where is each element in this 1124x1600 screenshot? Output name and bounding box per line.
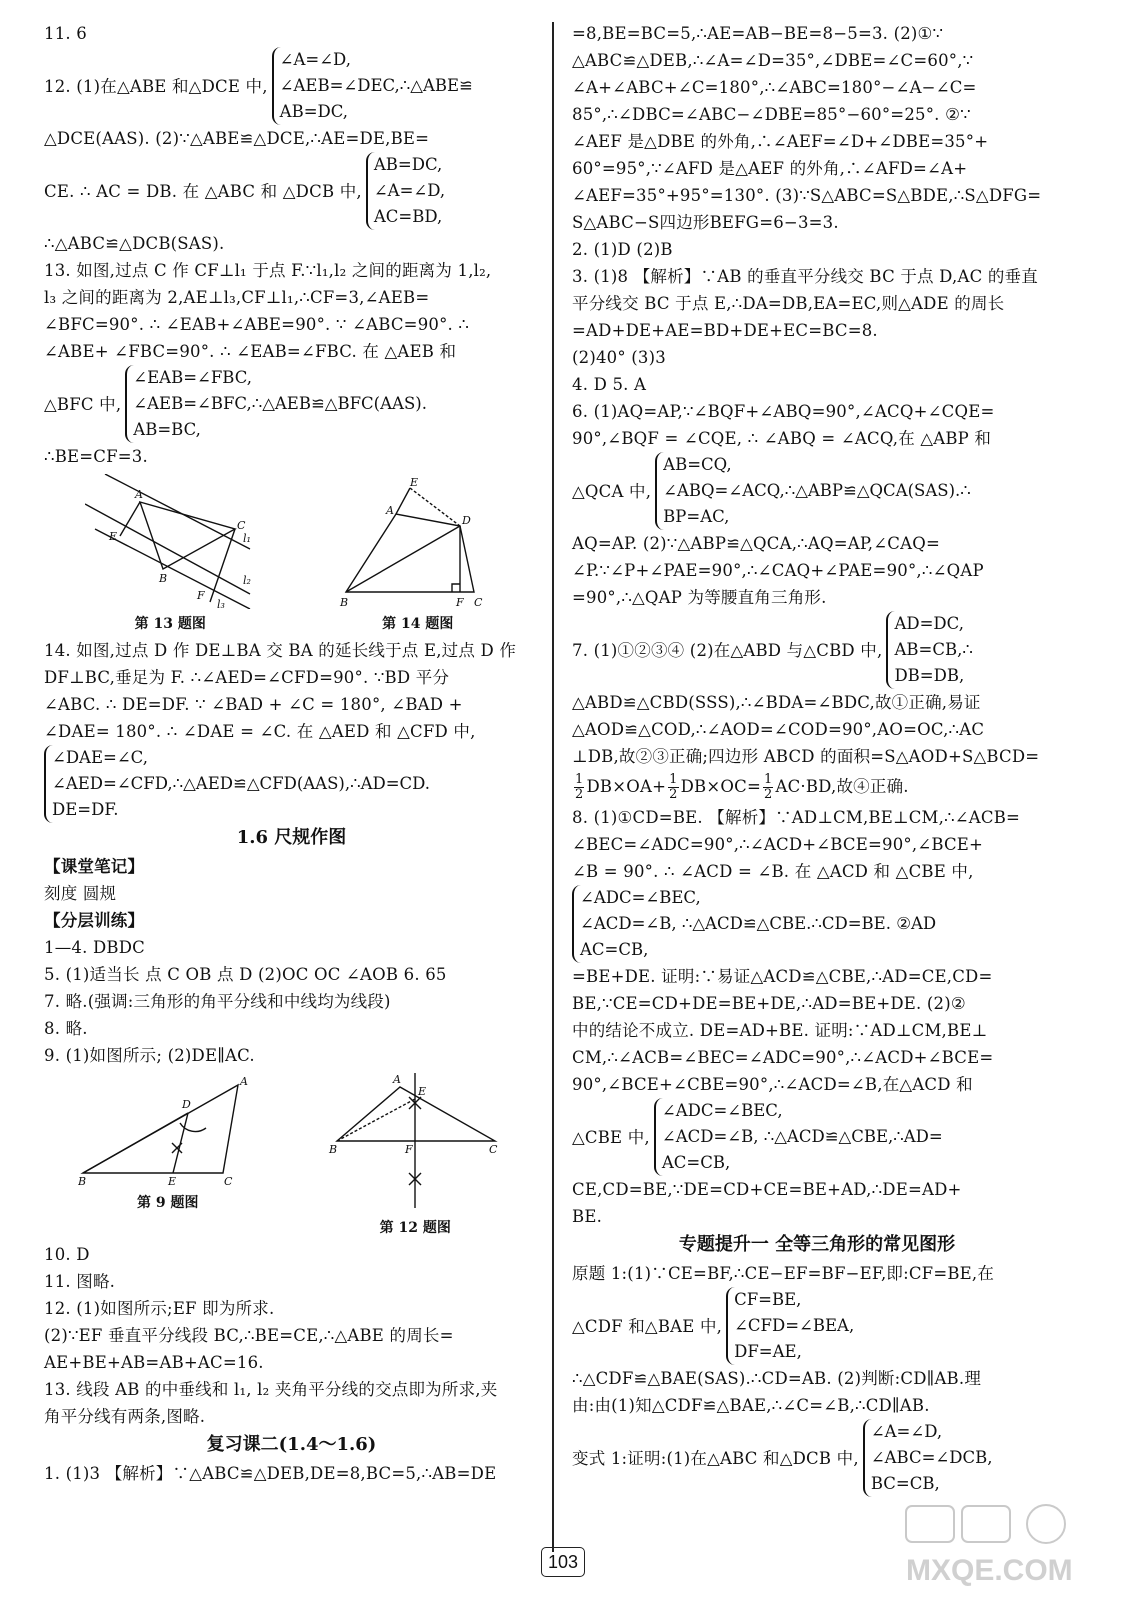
text-line: ∠AEF 是△DBE 的外角,∴∠AEF=∠D+∠DBE=35°+ <box>572 132 989 151</box>
figure-13-diagram <box>85 474 255 609</box>
text-line: 90°,∠BQF = ∠CQE, ∴ ∠ABQ = ∠ACQ,在 △ABP 和 <box>572 429 992 448</box>
text-line: 60°=95°,∵∠AFD 是△AEF 的外角,∴∠AFD=∠A+ <box>572 159 968 178</box>
text-line: =AD+DE+AE=BD+DE+EC=BC=8. <box>572 321 878 340</box>
variant-1-system: 变式 1:证明:(1)在△ABC 和△DCB 中, ∠A=∠D, ∠ABC=∠DCB, BC=CB, <box>572 1419 1062 1497</box>
figure-14 <box>338 474 498 633</box>
text-line: S△ABC−S四边形BEFG=6−3=3. <box>572 213 839 232</box>
text-line: 平分线交 BC 于点 E,∴DA=DB,EA=EC,则△ADE 的周长 <box>572 294 1005 313</box>
answer-6-system: △QCA 中, AB=CQ, ∠ABQ=∠ACQ,∴△ABP≌△QCA(SAS).∴ BP=AC, <box>572 452 1062 530</box>
original-1-system: △CDF 和△BAE 中, CF=BE, ∠CFD=∠BEA, DF=AE, <box>572 1287 1062 1365</box>
heading-class-notes: 【课堂笔记】 <box>44 857 145 876</box>
text-line: 85°,∴∠DBC=∠ABC−∠DBE=85°−60°=25°. ②∵ <box>572 105 971 124</box>
brace-system: ∠EAB=∠FBC, ∠AEB=∠BFC,∴△AEB≌△BFC(AAS). AB=BC, <box>125 365 427 443</box>
text-line: ∠A+∠ABC+∠C=180°,∴∠ABC=180°−∠A−∠C= <box>572 78 977 97</box>
text-line: ∠DAE= 180°. ∴ ∠DAE = ∠C. 在 △AED 和 △CFD 中, <box>44 722 476 741</box>
text-line: 中的结论不成立. DE=AD+BE. 证明:∵AD⊥CM,BE⊥ <box>572 1021 988 1040</box>
text-line: ∴△CDF≌△BAE(SAS).∴CD=AB. (2)判断:CD∥AB.理 <box>572 1369 982 1388</box>
answer-11: 11. 6 <box>44 24 87 43</box>
answer-14-system <box>44 745 539 823</box>
text-line: AE+BE+AB=AB+AC=16. <box>44 1353 264 1372</box>
svg-text:B: B <box>339 596 348 609</box>
text-line: =BE+DE. 证明:∵易证△ACD≌△CBE,∴AD=CE,CD= <box>572 967 993 986</box>
answer-12-part2: CE. ∴ AC = DB. 在 △ABC 和 △DCB 中, AB=DC, ∠A=∠D, AC=BD, <box>44 152 539 230</box>
brace-system: AB=DC, ∠A=∠D, AC=BD, <box>366 152 445 230</box>
brace-system: ∠DAE=∠C, ∠AED=∠CFD,∴△AED≌△CFD(AAS),∴AD=CD. DE=DF. <box>44 745 430 823</box>
answer-13-system: △BFC 中, ∠EAB=∠FBC, ∠AEB=∠BFC,∴△AEB≌△BFC(AAS). AB=BC, <box>44 365 539 443</box>
svg-text:F: F <box>455 596 464 609</box>
section-title-1-6: 1.6 尺规作图 <box>236 827 347 848</box>
fraction-half: $\frac{1}{2}$ <box>763 772 773 802</box>
text-line: BE,∵CE=CD+DE=BE+DE,∴AD=BE+DE. (2)② <box>572 994 966 1013</box>
text-line: ∠P.∵∠P+∠PAE=90°,∴∠CAQ+∠PAE=90°,∴∠QAP <box>572 561 984 580</box>
text-line: (2)∵EF 垂直平分线段 BC,∴BE=CE,∴△ABE 的周长= <box>44 1326 454 1345</box>
svg-text:F: F <box>405 1143 413 1156</box>
figure-14-caption: 第 14 题图 <box>382 616 454 632</box>
text-line: ∠ABE+ ∠FBC=90°. ∴ ∠EAB=∠FBC. 在 △AEB 和 <box>44 342 457 361</box>
text-line: 1. (1)3 【解析】∵△ABC≌△DEB,DE=8,BC=5,∴AB=DE <box>44 1464 497 1483</box>
brace-system: CF=BE, ∠CFD=∠BEA, DF=AE, <box>726 1287 854 1365</box>
svg-text:E: E <box>109 530 118 543</box>
svg-text:B: B <box>159 572 168 585</box>
text-line: ⊥DB,故②③正确;四边形 ABCD 的面积=S△AOD+S△BCD= <box>572 747 1040 766</box>
text-line: 13. 线段 AB 的中垂线和 l₁, l₂ 夹角平分线的交点即为所求,夹 <box>44 1380 498 1399</box>
figure-13 <box>85 474 255 633</box>
brace-system: ∠ADC=∠BEC, ∠ACD=∠B, ∴△ACD≌△CBE.∴CD=BE. ②AD AC=CB, <box>572 885 936 963</box>
figure-14-diagram <box>338 474 498 609</box>
answer-7-system: 7. (1)①②③④ (2)在△ABD 与△CBD 中, AD=DC, AB=CB,∴ DB=DB, <box>572 611 1062 689</box>
text-line: CE,CD=BE,∵DE=CD+CE=BE+AD,∴DE=AD+ <box>572 1180 962 1199</box>
text-line: 刻度 圆规 <box>44 884 117 903</box>
text-line: 8. (1)①CD=BE. 【解析】∵AD⊥CM,BE⊥CM,∴∠ACB= <box>572 808 1021 827</box>
figure-9-diagram <box>78 1073 258 1188</box>
svg-text:l₃: l₃ <box>217 598 226 609</box>
text-line: 2. (1)D (2)B <box>572 240 673 259</box>
text-line: ∠B = 90°. ∴ ∠ACD = ∠B. 在 △ACD 和 △CBE 中, <box>572 862 974 881</box>
svg-text:D: D <box>181 1098 191 1111</box>
text-line: 4. D 5. A <box>572 375 647 394</box>
text-line: 8. 略. <box>44 1019 88 1038</box>
text-line: (2)40° (3)3 <box>572 348 666 367</box>
figure-12 <box>325 1073 505 1237</box>
text-line: =90°,∴△QAP 为等腰直角三角形. <box>572 588 827 607</box>
brace-system: ∠A=∠D, ∠AEB=∠DEC,∴△ABE≌ AB=DC, <box>272 47 473 125</box>
answer-8-system-1 <box>572 885 1062 963</box>
text-line: CM,∴∠ACB=∠BEC=∠ADC=90°,∴∠ACD+∠BCE= <box>572 1048 994 1067</box>
svg-text:C: C <box>489 1143 498 1156</box>
text-line: 9. (1)如图所示; (2)DE∥AC. <box>44 1046 255 1065</box>
figures-13-14 <box>44 474 539 633</box>
text-line: 7. 略.(强调:三角形的角平分线和中线均为线段) <box>44 992 391 1011</box>
figure-12-caption: 第 12 题图 <box>379 1220 451 1236</box>
brace-system: ∠ADC=∠BEC, ∠ACD=∠B, ∴△ACD≌△CBE,∴AD= AC=CB, <box>654 1098 943 1176</box>
svg-text:C: C <box>473 596 483 609</box>
text-line: 90°,∠BCE+∠CBE=90°,∴∠ACD=∠B,在△ACD 和 <box>572 1075 973 1094</box>
text-line: BE. <box>572 1207 603 1226</box>
svg-text:A: A <box>239 1075 248 1088</box>
svg-text:C: C <box>237 519 246 532</box>
text-line: 3. (1)8 【解析】∵AB 的垂直平分线交 BC 于点 D,AC 的垂直 <box>572 267 1038 286</box>
answer-12-part1: 12. (1)在△ABE 和△DCE 中, ∠A=∠D, ∠AEB=∠DEC,∴△ABE≌ AB=DC, <box>44 47 539 125</box>
answer-14: 14. 如图,过点 D 作 DE⊥BA 交 BA 的延长线于点 E,过点 D 作 <box>44 641 517 660</box>
svg-text:C: C <box>223 1175 233 1188</box>
text-line: 12. (1)如图所示;EF 即为所求. <box>44 1299 275 1318</box>
text-line: l₃ 之间的距离为 2,AE⊥l₃,CF⊥l₁,∴CF=3,∠AEB= <box>44 288 430 307</box>
figures-9-12 <box>44 1073 539 1237</box>
figure-13-caption: 第 13 题图 <box>134 616 206 632</box>
svg-text:MXQE.COM: MXQE.COM <box>906 1554 1073 1587</box>
text-line: 原题 1:(1)∵CE=BF,∴CE−EF=BF−EF,即:CF=BE,在 <box>572 1264 995 1283</box>
brace-system: AB=CQ, ∠ABQ=∠ACQ,∴△ABP≌△QCA(SAS).∴ BP=AC, <box>655 452 971 530</box>
svg-text:A: A <box>385 504 394 517</box>
text-line: ∴△ABC≌△DCB(SAS). <box>44 234 225 253</box>
brace-system: AD=DC, AB=CB,∴ DB=DB, <box>886 611 972 689</box>
text-line: △AOD≌△COD,∴∠AOD=∠COD=90°,AO=OC,∴AC <box>572 720 985 739</box>
text-line: DF⊥BC,垂足为 F. ∴∠AED=∠CFD=90°. ∵BD 平分 <box>44 668 450 687</box>
area-formula-line: $\frac{1}{2}$ DB×OA+ $\frac{1}{2}$ DB×OC= $\frac{1}{2}$ AC·BD,故④正确. <box>575 772 909 802</box>
svg-text:B: B <box>329 1143 338 1156</box>
answer-13: 13. 如图,过点 C 作 CF⊥l₁ 于点 F.∵l₁,l₂ 之间的距离为 1,l₂, <box>44 261 492 280</box>
text-line: ∠BEC=∠ADC=90°,∴∠ACD+∠BCE=90°,∠BCE+ <box>572 835 984 854</box>
brace-system: ∠A=∠D, ∠ABC=∠DCB, BC=CB, <box>863 1419 993 1497</box>
svg-text:E: E <box>418 1085 427 1098</box>
heading-layered-training: 【分层训练】 <box>44 911 145 930</box>
svg-text:A: A <box>393 1073 402 1086</box>
svg-text:E: E <box>167 1175 176 1188</box>
text-line: 角平分线有两条,图略. <box>44 1407 206 1426</box>
text-line: AQ=AP. (2)∵△ABP≌△QCA,∴AQ=AP,∠CAQ= <box>572 534 940 553</box>
svg-text:l₂: l₂ <box>243 574 252 587</box>
text-line: 6. (1)AQ=AP,∵∠BQF+∠ABQ=90°,∠ACQ+∠CQE= <box>572 402 995 421</box>
text-line: △DCE(AAS). (2)∵△ABE≌△DCE,∴AE=DE,BE= <box>44 129 430 148</box>
text-line: 由:由(1)知△CDF≌△BAE,∴∠C=∠B,∴CD∥AB. <box>572 1396 930 1415</box>
text-line: ∴BE=CF=3. <box>44 447 148 466</box>
right-column <box>572 20 1062 1497</box>
text-line: 11. 图略. <box>44 1272 116 1291</box>
watermark-logo <box>896 1500 1106 1590</box>
text-line: △ABC≌△DEB,∴∠A=∠D=35°,∠DBE=∠C=60°,∵ <box>572 51 974 70</box>
section-title-review-2: 复习课二(1.4～1.6) <box>206 1434 377 1455</box>
svg-text:F: F <box>197 589 205 602</box>
text-line: =8,BE=BC=5,∴AE=AB−BE=8−5=3. (2)①∵ <box>572 24 944 43</box>
section-title-topic-1: 专题提升一 全等三角形的常见图形 <box>678 1234 956 1255</box>
column-divider <box>552 22 554 1552</box>
page-number: 103 <box>541 1547 585 1577</box>
left-column <box>44 20 539 1487</box>
figure-12-diagram <box>325 1073 505 1213</box>
svg-text:B: B <box>77 1175 86 1188</box>
fraction-half: $\frac{1}{2}$ <box>669 772 678 802</box>
text-line: ∠BFC=90°. ∴ ∠EAB+∠ABE=90°. ∵ ∠ABC=90°. ∴ <box>44 315 470 334</box>
svg-text:l₁: l₁ <box>243 532 252 545</box>
svg-text:D: D <box>461 514 471 527</box>
text-line: ∠ABC. ∴ DE=DF. ∵ ∠BAD + ∠C = 180°, ∠BAD + <box>44 695 463 714</box>
text-line: 5. (1)适当长 点 C OB 点 D (2)OC OC ∠AOB 6. 65 <box>44 965 447 984</box>
text-line: △ABD≌△CBD(SSS),∴∠BDA=∠BDC,故①正确,易证 <box>572 693 981 712</box>
answer-8-system-2: △CBE 中, ∠ADC=∠BEC, ∠ACD=∠B, ∴△ACD≌△CBE,∴AD= AC=CB, <box>572 1098 1062 1176</box>
text-line: 1—4. DBDC <box>44 938 145 957</box>
svg-text:E: E <box>409 476 418 489</box>
figure-9 <box>78 1073 258 1237</box>
svg-text:A: A <box>135 488 144 501</box>
text-line: 10. D <box>44 1245 90 1264</box>
text-line: ∠AEF=35°+95°=130°. (3)∵S△ABC=S△BDE,∴S△DFG= <box>572 186 1042 205</box>
fraction-half: $\frac{1}{2}$ <box>575 772 584 802</box>
figure-9-caption: 第 9 题图 <box>137 1195 199 1211</box>
